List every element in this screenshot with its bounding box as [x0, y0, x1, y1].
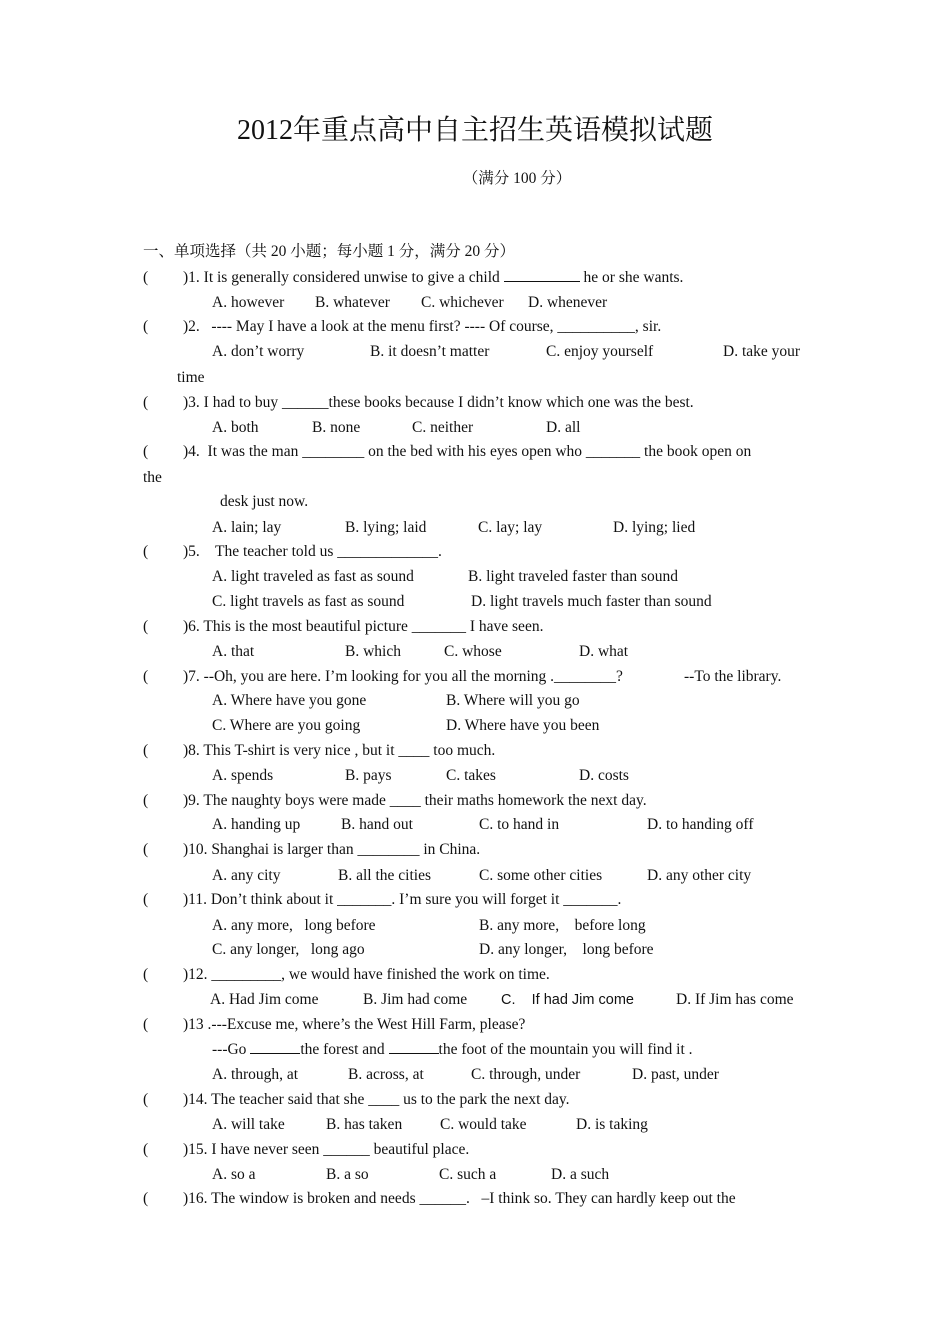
question-stem: )14. The teacher said that she ____ us to the park the next day. — [183, 1091, 570, 1108]
question-stem: )5. The teacher told us _____________. — [183, 543, 442, 560]
question-stem: )9. The naughty boys were made ____ their maths homework the next day. — [183, 792, 647, 809]
option: B. none — [312, 419, 361, 436]
option: C. enjoy yourself — [546, 343, 654, 360]
option: A. spends — [212, 767, 274, 784]
answer-paren: ( — [143, 618, 149, 635]
stem-part: ---Go — [212, 1041, 251, 1058]
option: A. any city — [212, 867, 281, 884]
option: D. to handing off — [647, 816, 754, 833]
option: A. so a — [212, 1166, 256, 1183]
option: A. any more, long before — [212, 917, 376, 934]
answer-paren: ( — [143, 1091, 149, 1108]
option: A. through, at — [212, 1066, 299, 1083]
option: A. Where have you gone — [212, 692, 367, 709]
option: C. any longer, long ago — [212, 941, 365, 958]
option: B. lying; laid — [345, 519, 427, 536]
option: C. lay; lay — [478, 519, 543, 536]
question-stem: )8. This T-shirt is very nice , but it ____ too much. — [183, 742, 496, 759]
question-stem: )10. Shanghai is larger than ________ in China. — [183, 841, 481, 858]
option: B. a so — [326, 1166, 369, 1183]
option: D. take your — [723, 343, 801, 360]
option: C. such a — [439, 1166, 497, 1183]
stem-part: the foot of the mountain you will find it . — [438, 1041, 693, 1058]
question-stem: )3. I had to buy ______these books because I didn’t know which one was the best. — [183, 394, 694, 411]
stem-part: he or she wants. — [579, 269, 684, 286]
option: C. light travels as fast as sound — [212, 593, 405, 610]
option: C. neither — [412, 419, 474, 436]
answer-blank — [389, 1040, 439, 1054]
option: A. handing up — [212, 816, 301, 833]
option: D. all — [546, 419, 581, 436]
page-title: 2012年重点高中自主招生英语模拟试题 — [236, 115, 713, 146]
answer-blank — [504, 268, 580, 282]
answer-paren: ( — [143, 443, 149, 460]
stem-part: the forest and — [300, 1041, 389, 1058]
option: D. costs — [579, 767, 629, 784]
option: B. light traveled faster than sound — [468, 568, 679, 585]
answer-paren: ( — [143, 543, 149, 560]
question-stem: )7. --Oh, you are here. I’m looking for you all the morning .________? — [183, 668, 623, 685]
option: B. hand out — [341, 816, 413, 833]
answer-paren: ( — [143, 318, 149, 335]
question-stem: )16. The window is broken and needs ______. –I think so. They can hardly keep out the — [183, 1190, 736, 1207]
stem-continuation: desk just now. — [220, 493, 309, 510]
option: B. Where will you go — [446, 692, 580, 709]
stem-part: )1. It is generally considered unwise to give a child — [183, 269, 504, 286]
option: A. don’t worry — [212, 343, 305, 360]
question-stem: )11. Don’t think about it _______. I’m sure you will forget it _______. — [183, 891, 622, 908]
question-stem: )6. This is the most beautiful picture _______ I have seen. — [183, 618, 544, 635]
question-stem: )12. _________, we would have finished the work on time. — [183, 966, 550, 983]
option: B. across, at — [348, 1066, 424, 1083]
option: A. both — [212, 419, 259, 436]
question-stem: )15. I have never seen ______ beautiful place. — [183, 1141, 470, 1158]
option: B. it doesn’t matter — [370, 343, 490, 360]
option: D. lying; lied — [613, 519, 696, 536]
option: A. that — [212, 643, 255, 660]
option: B. any more, before long — [479, 917, 646, 934]
option: D. whenever — [528, 294, 608, 311]
option: D. any longer, long before — [479, 941, 654, 958]
answer-paren: ( — [143, 668, 149, 685]
question-stem: )4. It was the man ________ on the bed with his eyes open who _______ the book open on — [183, 443, 752, 460]
answer-paren: ( — [143, 742, 149, 759]
option: C. to hand in — [479, 816, 560, 833]
question-stem — [183, 268, 683, 288]
option: B. whatever — [315, 294, 390, 311]
option: A. lain; lay — [212, 519, 282, 536]
option: C. whose — [444, 643, 502, 660]
option: D. past, under — [632, 1066, 719, 1083]
option: D. a such — [551, 1166, 610, 1183]
option: C. whichever — [421, 294, 504, 311]
option: B. Jim had come — [363, 991, 468, 1008]
answer-paren: ( — [143, 1190, 149, 1207]
answer-paren: ( — [143, 792, 149, 809]
answer-paren: ( — [143, 841, 149, 858]
dialogue-reply: --To the library. — [684, 668, 782, 685]
stem-continuation: the — [143, 469, 162, 486]
answer-paren: ( — [143, 1141, 149, 1158]
question-stem: )13 .---Excuse me, where’s the West Hill Farm, please? — [183, 1016, 526, 1033]
option: A. light traveled as fast as sound — [212, 568, 414, 585]
option: A. however — [212, 294, 285, 311]
option-continuation: time — [177, 369, 205, 386]
section-heading: 一、单项选择（共 20 小题；每小题 1 分，满分 20 分） — [143, 243, 516, 260]
answer-blank — [250, 1040, 300, 1054]
option: D. Where have you been — [446, 717, 600, 734]
page-subtitle: （满分 100 分） — [462, 170, 572, 187]
option: B. has taken — [326, 1116, 403, 1133]
option: D. any other city — [647, 867, 752, 884]
option: C. If had Jim come — [501, 992, 634, 1008]
option: D. what — [579, 643, 629, 660]
option: B. all the cities — [338, 867, 431, 884]
option: A. Had Jim come — [210, 991, 319, 1008]
option: C. takes — [446, 767, 496, 784]
answer-paren: ( — [143, 394, 149, 411]
option: C. some other cities — [479, 867, 603, 884]
answer-paren: ( — [143, 891, 149, 908]
option: C. would take — [440, 1116, 527, 1133]
option: B. pays — [345, 767, 392, 784]
option: B. which — [345, 643, 401, 660]
answer-paren: ( — [143, 1016, 149, 1033]
option: A. will take — [212, 1116, 285, 1133]
answer-paren: ( — [143, 269, 149, 286]
answer-paren: ( — [143, 966, 149, 983]
option: D. If Jim has come — [676, 991, 794, 1008]
question-line — [212, 1040, 693, 1060]
question-stem: )2. ---- May I have a look at the menu first? ---- Of course, __________, sir. — [183, 318, 662, 335]
option: D. is taking — [576, 1116, 648, 1133]
option: C. through, under — [471, 1066, 581, 1083]
option: C. Where are you going — [212, 717, 361, 734]
option: D. light travels much faster than sound — [471, 593, 712, 610]
